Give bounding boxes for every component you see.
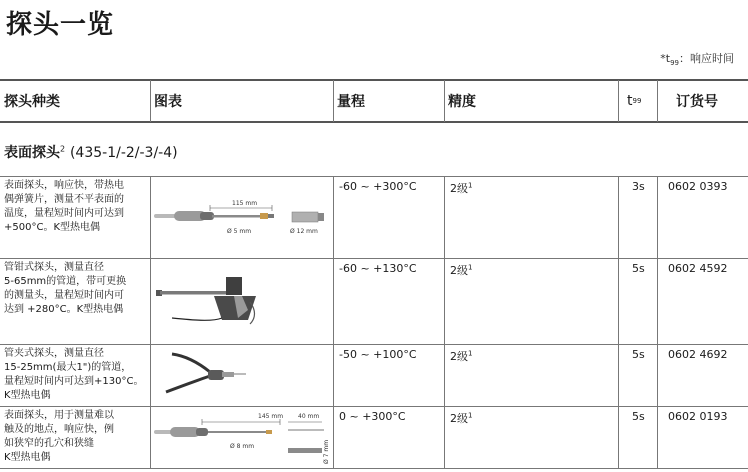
section-title — [4, 142, 178, 162]
probe-dim-label: 145 mm — [258, 413, 284, 420]
accuracy-value: 2级 — [450, 264, 468, 277]
accuracy-sup: 1 — [468, 263, 473, 272]
row-rule — [0, 468, 748, 469]
probe-image — [152, 178, 332, 256]
row-order: 0602 0393 — [668, 180, 728, 193]
accuracy-value: 2级 — [450, 182, 468, 195]
desc-line: K型热电偶 — [4, 390, 51, 401]
desc-line: 表面探头，用于测量难以 — [4, 410, 114, 421]
desc-line: 温度，量程短时间内可达到 — [4, 208, 124, 219]
row-range: -50 ~ +100°C — [339, 348, 417, 361]
table-row — [0, 176, 748, 258]
accuracy-value: 2级 — [450, 350, 468, 363]
header-sep — [333, 80, 334, 122]
row-description — [4, 179, 148, 235]
header-order: 订货号 — [676, 94, 718, 110]
header-sep — [150, 80, 151, 122]
header-sep — [444, 80, 445, 122]
row-range: 0 ~ +300°C — [339, 410, 406, 423]
accuracy-sup: 1 — [468, 349, 473, 358]
probe-dim-label: Ø 7 mm — [323, 439, 330, 464]
row-order: 0602 4592 — [668, 262, 728, 275]
desc-line: 的测量头，量程短时间内可 — [4, 290, 124, 301]
probe-dim-label: Ø 12 mm — [290, 228, 318, 235]
probe-dim-label: 40 mm — [298, 413, 320, 420]
accuracy-sup: 1 — [468, 411, 473, 420]
row-accuracy — [450, 410, 472, 426]
accuracy-sup: 1 — [468, 181, 473, 190]
section-title-sup: 2 — [60, 144, 66, 154]
header-bottom-rule — [0, 121, 748, 123]
column-sep — [618, 176, 619, 468]
t99-note-suffix: ：响应时间 — [679, 52, 734, 65]
probe-image — [152, 408, 332, 468]
desc-line: 达到 +280°C。K型热电偶 — [4, 304, 124, 315]
t99-note-prefix: *t — [660, 52, 671, 65]
desc-line: 量程短时间内可达到+130°C。 — [4, 376, 144, 387]
header-sep — [657, 80, 658, 122]
column-sep — [444, 176, 445, 468]
row-range: -60 ~ +300°C — [339, 180, 417, 193]
t99-note-sub: 99 — [670, 59, 679, 68]
desc-line: 5-65mm的管道，带可更换 — [4, 276, 127, 287]
row-order: 0602 4692 — [668, 348, 728, 361]
table-header — [0, 80, 748, 122]
accuracy-value: 2级 — [450, 412, 468, 425]
probe-dim-label: 115 mm — [232, 200, 258, 207]
section-title-text: 表面探头 — [4, 145, 60, 161]
header-type: 探头种类 — [4, 94, 60, 110]
row-accuracy — [450, 180, 472, 196]
row-t99: 5s — [632, 410, 645, 423]
row-range: -60 ~ +130°C — [339, 262, 417, 275]
header-t99-sub: 99 — [632, 97, 642, 105]
row-accuracy — [450, 348, 472, 364]
t99-note — [660, 50, 734, 67]
column-sep — [150, 176, 151, 468]
header-accuracy: 精度 — [448, 94, 476, 110]
table-row — [0, 406, 748, 468]
header-sep — [618, 80, 619, 122]
row-description — [4, 409, 148, 465]
probe-dim-label: Ø 5 mm — [227, 228, 252, 235]
header-t99-t: t — [627, 93, 633, 109]
desc-line: +500°C。K型热电偶 — [4, 222, 101, 233]
section-title-suffix: (435-1/-2/-3/-4) — [69, 145, 178, 161]
probe-image — [152, 260, 332, 342]
desc-line: 触及的地点，响应快，例 — [4, 424, 114, 435]
column-sep — [333, 176, 334, 468]
desc-line: 偶弹簧片，测量不平表面的 — [4, 194, 124, 205]
row-order: 0602 0193 — [668, 410, 728, 423]
row-t99: 5s — [632, 262, 645, 275]
desc-line: 管钳式探头，测量直径 — [4, 262, 104, 273]
page-title: 探头一览 — [6, 10, 115, 40]
row-t99: 3s — [632, 180, 645, 193]
desc-line: 管夹式探头，测量直径 — [4, 348, 104, 359]
table-row — [0, 344, 748, 406]
desc-line: 15-25mm(最大1")的管道， — [4, 362, 132, 373]
row-description — [4, 261, 148, 317]
row-description — [4, 347, 148, 403]
desc-line: 如狭窄的孔穴和狭缝 — [4, 438, 94, 449]
desc-line: K型热电偶 — [4, 452, 51, 463]
header-image: 图表 — [154, 94, 182, 110]
table-row — [0, 258, 748, 344]
probe-dim-label: Ø 8 mm — [230, 443, 255, 450]
row-accuracy — [450, 262, 472, 278]
row-t99: 5s — [632, 348, 645, 361]
probe-image — [152, 346, 332, 404]
desc-line: 表面探头，响应快，带热电 — [4, 180, 124, 191]
column-sep — [657, 176, 658, 468]
header-range: 量程 — [337, 94, 365, 110]
